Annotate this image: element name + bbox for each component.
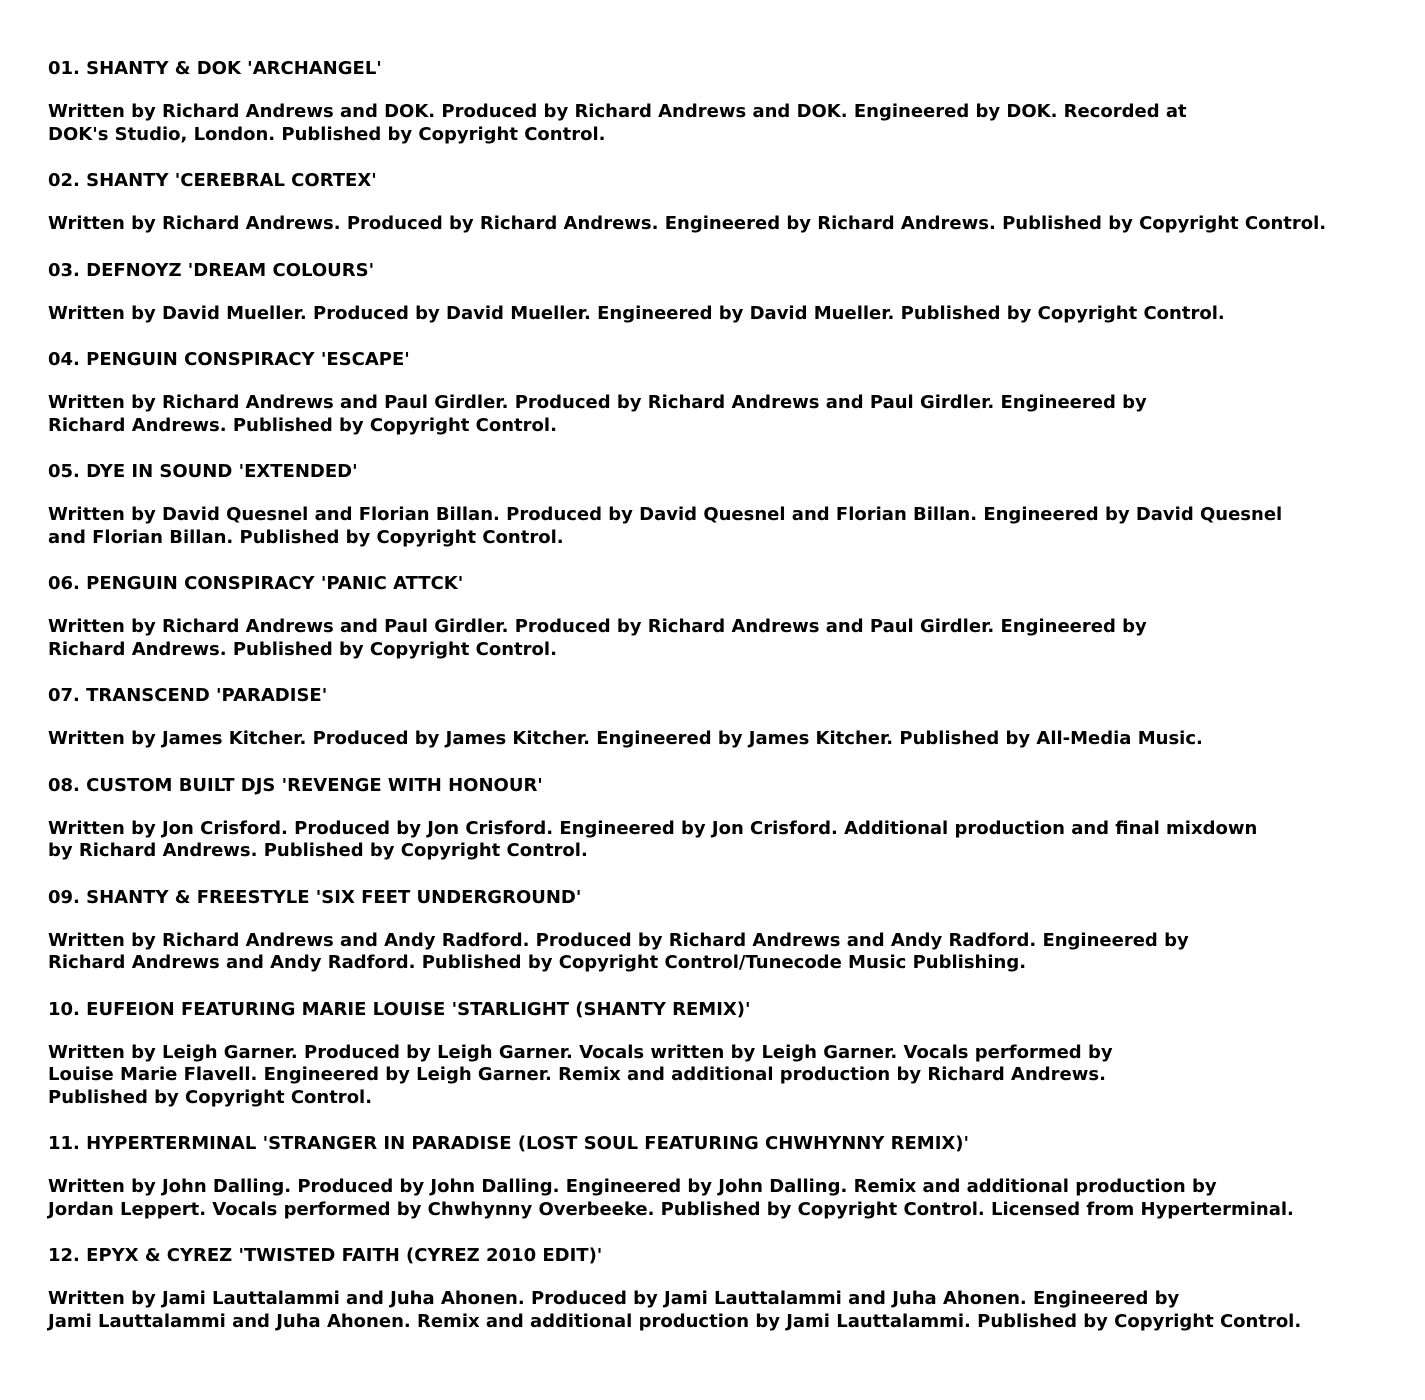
track-credits [48,504,1413,549]
credits-line: Jordan Leppert. Vocals performed by Chwhynny Overbeeke. Published by Copyright Control. Licensed from Hyperterminal. [48,1198,1294,1220]
track-credits [48,818,1413,863]
track-entry [48,459,1413,549]
track-title: 07. TRANSCEND 'PARADISE' [48,685,328,706]
credits-line: DOK's Studio, London. Published by Copyright Control. [48,123,606,145]
track-entry [48,1243,1413,1333]
credits-line: Written by David Quesnel and Florian Billan. Produced by David Quesnel and Florian Billan. Engineered by David Quesnel [48,504,1283,525]
credits-line: Written by Richard Andrews. Produced by Richard Andrews. Engineered by Richard Andrews. Published by Copyright Control. [48,213,1327,234]
track-credits [48,101,1413,146]
credits-line: Written by Jon Crisford. Produced by Jon Crisford. Engineered by Jon Crisford. Additional production and final mixdown [48,817,1258,839]
track-credits [48,213,1413,236]
credits-line: Written by Richard Andrews and Paul Girdler. Produced by Richard Andrews and Paul Girdler. Engineered by [48,392,1147,413]
track-credits [48,616,1413,661]
track-entry [48,885,1413,975]
credits-line: and Florian Billan. Published by Copyright Control. [48,526,564,548]
track-title: 09. SHANTY & FREESTYLE 'SIX FEET UNDERGROUND' [48,886,582,908]
track-credits [48,392,1413,437]
credits-line: Written by Richard Andrews and Andy Radford. Produced by Richard Andrews and Andy Radford. Engineered by [48,929,1189,951]
track-title: 04. PENGUIN CONSPIRACY 'ESCAPE' [48,349,410,370]
credits-line: Richard Andrews and Andy Radford. Published by Copyright Control/Tunecode Music Publishing. [48,952,1027,973]
track-title: 05. DYE IN SOUND 'EXTENDED' [48,461,358,482]
track-credits [48,1176,1413,1221]
credits-line: Written by Richard Andrews and Paul Girdler. Produced by Richard Andrews and Paul Girdler. Engineered by [48,616,1147,637]
track-credits [48,728,1413,751]
credits-line: by Richard Andrews. Published by Copyright Control. [48,840,588,861]
track-entry [48,168,1413,236]
credits-line: Written by Richard Andrews and DOK. Produced by Richard Andrews and DOK. Engineered by DOK. Recorded at [48,101,1187,122]
track-title: 02. SHANTY 'CEREBRAL CORTEX' [48,170,377,191]
track-title: 03. DEFNOYZ 'DREAM COLOURS' [48,259,375,281]
track-credits-document [48,56,1413,1355]
track-title: 08. CUSTOM BUILT DJS 'REVENGE WITH HONOUR' [48,774,543,796]
track-credits [48,1042,1413,1110]
track-entry [48,1131,1413,1221]
credits-line: Richard Andrews. Published by Copyright Control. [48,638,557,660]
track-credits [48,930,1413,975]
credits-line: Written by Jami Lauttalammi and Juha Ahonen. Produced by Jami Lauttalammi and Juha Ahonen. Engineered by [48,1288,1180,1309]
credits-line: Published by Copyright Control. [48,1086,373,1108]
track-entry [48,258,1413,326]
track-entry [48,683,1413,751]
track-title: 01. SHANTY & DOK 'ARCHANGEL' [48,58,382,79]
credits-line: Richard Andrews. Published by Copyright Control. [48,414,557,436]
credits-line: Louise Marie Flavell. Engineered by Leigh Garner. Remix and additional production by Richard Andrews. [48,1064,1106,1085]
track-title: 06. PENGUIN CONSPIRACY 'PANIC ATTCK' [48,573,464,594]
credits-line: Written by David Mueller. Produced by David Mueller. Engineered by David Mueller. Published by Copyright Control. [48,302,1225,324]
track-entry [48,997,1413,1110]
credits-line: Written by Leigh Garner. Produced by Leigh Garner. Vocals written by Leigh Garner. Vocals performed by [48,1041,1113,1063]
track-title: 11. HYPERTERMINAL 'STRANGER IN PARADISE (LOST SOUL FEATURING CHWHYNNY REMIX)' [48,1133,970,1154]
track-entry [48,571,1413,661]
credits-line: Jami Lauttalammi and Juha Ahonen. Remix and additional production by Jami Lauttalammi. Published by Copyright Control. [48,1310,1302,1332]
track-credits [48,303,1413,326]
track-credits [48,1288,1413,1333]
track-title: 12. EPYX & CYREZ 'TWISTED FAITH (CYREZ 2010 EDIT)' [48,1245,603,1266]
credits-line: Written by James Kitcher. Produced by James Kitcher. Engineered by James Kitcher. Published by All-Media Music. [48,728,1203,749]
track-entry [48,56,1413,146]
credits-line: Written by John Dalling. Produced by John Dalling. Engineered by John Dalling. Remix and additional production by [48,1176,1217,1197]
track-entry [48,773,1413,863]
track-entry [48,347,1413,437]
track-title: 10. EUFEION FEATURING MARIE LOUISE 'STARLIGHT (SHANTY REMIX)' [48,998,751,1020]
